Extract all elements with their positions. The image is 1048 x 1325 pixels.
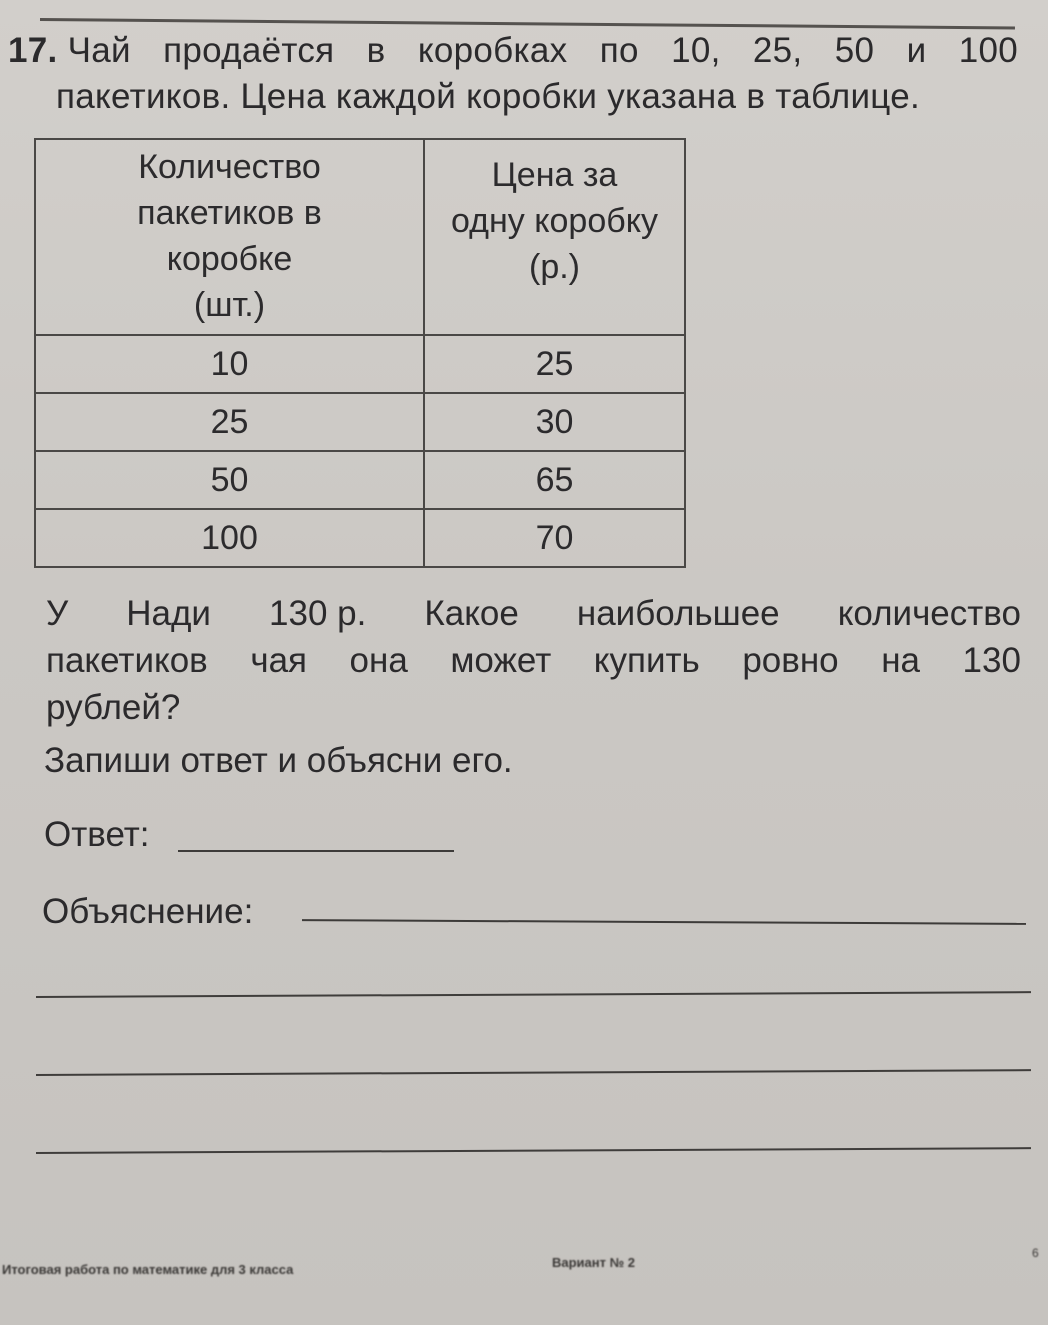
price-table	[34, 138, 686, 568]
header-line: (шт.)	[193, 286, 266, 324]
problem-statement	[8, 28, 1018, 120]
question-word: 130 р.	[269, 594, 367, 633]
question-word: она	[349, 641, 408, 680]
problem-number: 17.	[8, 31, 58, 70]
cell-count: 100	[35, 509, 424, 567]
problem-word: по	[599, 31, 639, 70]
explanation-blank[interactable]	[302, 919, 1026, 925]
explanation-blank[interactable]	[36, 1069, 1031, 1076]
question-word: пакетиков	[46, 641, 208, 680]
problem-word: 25,	[752, 31, 803, 70]
answer-label: Ответ:	[44, 815, 150, 854]
question-word: 130	[962, 641, 1021, 680]
question-text	[46, 590, 1021, 731]
problem-word: Чай	[67, 31, 131, 70]
question-word: чая	[250, 641, 307, 680]
header-line: Количество	[138, 148, 321, 186]
cell-count: 10	[35, 335, 424, 393]
question-line-2	[46, 637, 1021, 684]
table-row	[35, 393, 685, 451]
problem-word: в	[366, 31, 386, 70]
question-line-3: рублей?	[46, 688, 181, 727]
table-row	[35, 335, 685, 393]
problem-word: коробках	[417, 31, 568, 70]
header-box-count	[35, 139, 424, 335]
header-line: одну коробку	[451, 202, 658, 240]
question-word: У	[46, 594, 69, 633]
cell-price: 25	[424, 335, 685, 393]
question-line-1	[46, 590, 1021, 637]
problem-line-2: пакетиков. Цена каждой коробки указана в таблице.	[56, 77, 921, 116]
problem-word: 100	[958, 31, 1018, 70]
question-word: количество	[837, 594, 1021, 633]
table-header-row	[35, 139, 685, 335]
cell-price: 70	[424, 509, 685, 567]
table-row	[35, 451, 685, 509]
cell-count: 25	[35, 393, 424, 451]
question-word: ровно	[742, 641, 839, 680]
explanation-blank[interactable]	[36, 991, 1031, 998]
problem-word: 10,	[671, 31, 721, 70]
question-word: купить	[593, 641, 700, 680]
question-word: может	[450, 641, 552, 680]
header-line: пакетиков в	[137, 194, 322, 232]
table-row	[35, 509, 685, 567]
problem-line-1	[8, 28, 1018, 74]
header-line: Цена за	[491, 156, 618, 194]
problem-word: 50	[834, 31, 875, 70]
question-word: на	[881, 641, 920, 680]
problem-word: продаётся	[163, 31, 335, 70]
question-word: Какое	[424, 594, 519, 633]
header-line: (р.)	[529, 248, 580, 286]
cell-price: 65	[424, 451, 685, 509]
instruction-text: Запиши ответ и объясни его.	[44, 741, 513, 780]
problem-word: и	[906, 31, 927, 70]
explanation-label: Объяснение:	[42, 892, 254, 931]
question-word: наибольшее	[576, 594, 780, 633]
footer-variant: Вариант № 2	[552, 1255, 635, 1270]
explanation-blank[interactable]	[36, 1147, 1031, 1154]
header-box-price	[424, 139, 685, 335]
cell-count: 50	[35, 451, 424, 509]
header-line: коробке	[166, 240, 293, 278]
answer-blank[interactable]	[178, 850, 454, 852]
question-word: Нади	[126, 594, 211, 633]
footer-title: Итоговая работа по математике для 3 класса	[2, 1262, 294, 1277]
page-number: 6	[1032, 1246, 1039, 1260]
cell-price: 30	[424, 393, 685, 451]
